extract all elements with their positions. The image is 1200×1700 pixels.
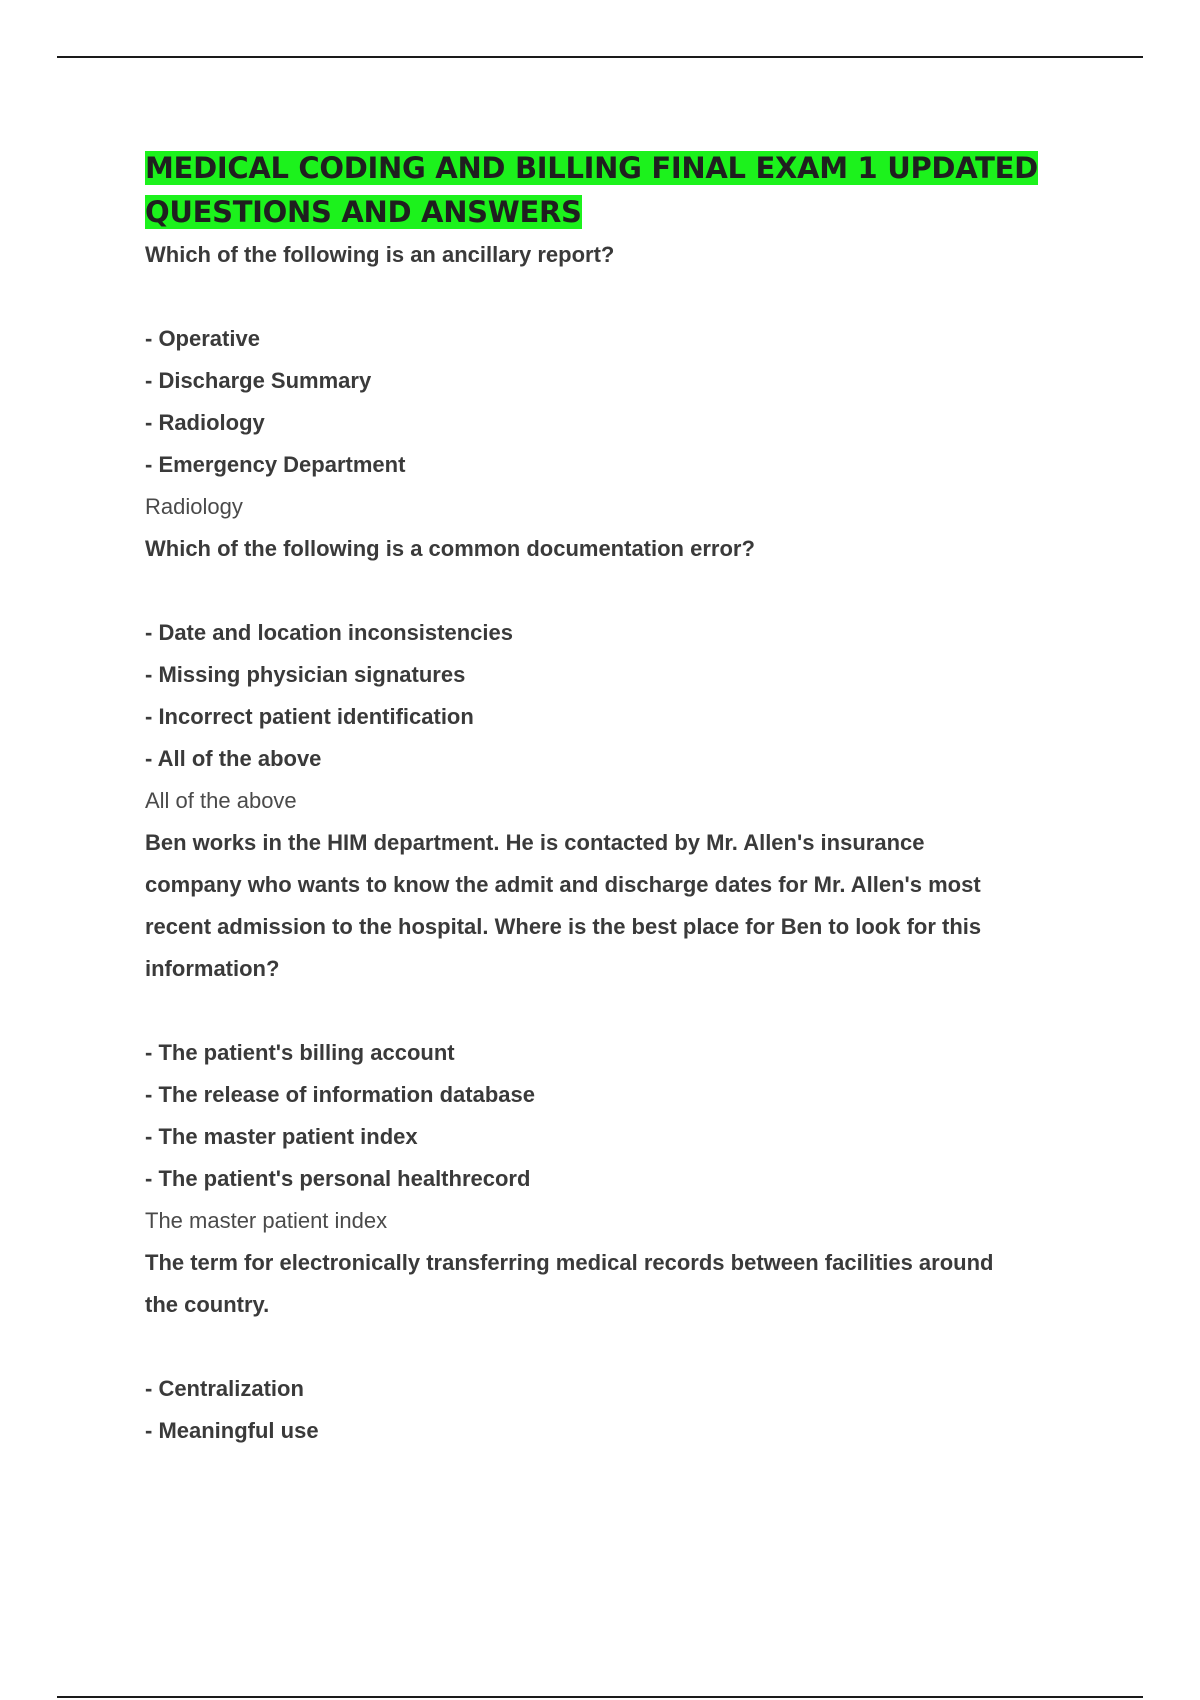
answer-option: - Operative: [145, 326, 260, 351]
document-title: [145, 146, 1085, 234]
answer-option: - The patient's personal healthrecord: [145, 1166, 531, 1191]
answer-option: - Emergency Department: [145, 452, 406, 477]
question-text: Which of the following is a common documentation error?: [145, 536, 755, 561]
question-text-line: information?: [145, 956, 280, 981]
question-block: [145, 528, 1085, 822]
question-text-line: the country.: [145, 1292, 270, 1317]
question-text-line: Ben works in the HIM department. He is contacted by Mr. Allen's insurance: [145, 830, 925, 855]
answer-option: - The release of information database: [145, 1082, 535, 1107]
answer-option: - All of the above: [145, 746, 322, 771]
question-text-line: The term for electronically transferring medical records between facilities around: [145, 1250, 994, 1275]
answer-option: - Date and location inconsistencies: [145, 620, 513, 645]
question-text-line: recent admission to the hospital. Where is the best place for Ben to look for this: [145, 914, 982, 939]
bottom-divider: [57, 1696, 1143, 1698]
answer-option: - Discharge Summary: [145, 368, 372, 393]
answer-option: - The master patient index: [145, 1124, 418, 1149]
question-block: [145, 234, 1085, 528]
question-text-line: company who wants to know the admit and discharge dates for Mr. Allen's most: [145, 872, 981, 897]
document-body: [145, 146, 1085, 1452]
answer-option: - Centralization: [145, 1376, 304, 1401]
question-text: Which of the following is an ancillary report?: [145, 242, 615, 267]
question-block: [145, 1242, 1085, 1452]
title-line-1: MEDICAL CODING AND BILLING FINAL EXAM 1 UPDATED: [145, 151, 1038, 185]
answer-option: - Radiology: [145, 410, 265, 435]
correct-answer: All of the above: [145, 788, 297, 813]
answer-option: - The patient's billing account: [145, 1040, 455, 1065]
correct-answer: The master patient index: [145, 1208, 388, 1233]
correct-answer: Radiology: [145, 494, 243, 519]
title-line-2: QUESTIONS AND ANSWERS: [145, 195, 582, 229]
answer-option: - Incorrect patient identification: [145, 704, 474, 729]
question-block: [145, 822, 1085, 1242]
answer-option: - Meaningful use: [145, 1418, 319, 1443]
answer-option: - Missing physician signatures: [145, 662, 466, 687]
top-divider: [57, 56, 1143, 58]
